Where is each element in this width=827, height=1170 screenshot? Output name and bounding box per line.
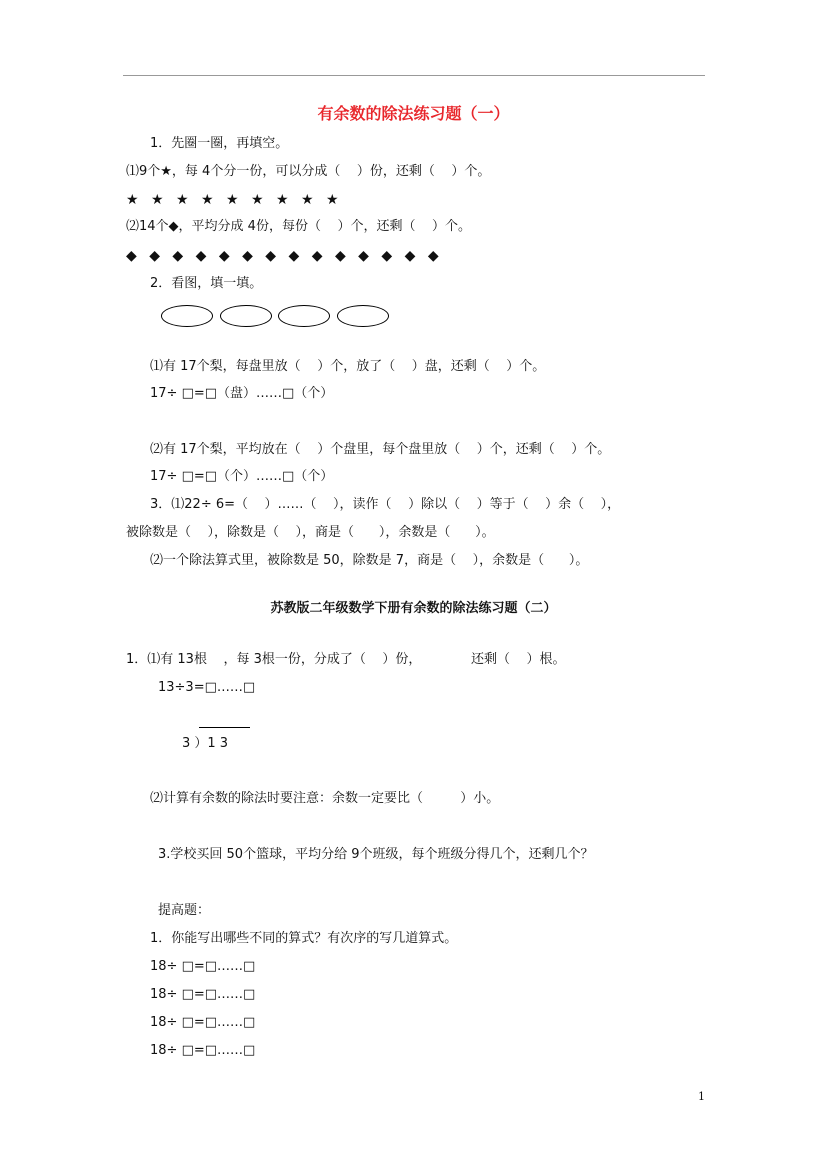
q3-part2: ⑵一个除法算式里，被除数是 50，除数是 7，商是（ ），余数是（ ）。 [150,553,589,568]
diamond-row: ◆ ◆ ◆ ◆ ◆ ◆ ◆ ◆ ◆ ◆ ◆ ◆ ◆ ◆ [126,248,443,264]
q2-heading: 2．看图，填一填。 [150,276,263,291]
s2-equation: 13÷3=□……□ [158,680,256,695]
q2-part1: ⑴有 17个梨，每盘里放（ ）个，放了（ ）盘，还剩（ ）个。 [150,359,546,374]
star-row: ★ ★ ★ ★ ★ ★ ★ ★ ★ [126,192,343,208]
page-number: 1 [698,1090,705,1103]
advanced-question: 1．你能写出哪些不同的算式？有次序的写几道算式。 [150,931,458,946]
q2-eq1: 17÷ □=□（盘）……□（个） [150,386,334,401]
long-division: 3 ）1 3 [182,736,229,751]
page-title: 有余数的除法练习题（一） [317,104,510,123]
q2-part2: ⑵有 17个梨，平均放在（ ）个盘里，每个盘里放（ ）个，还剩（ ）个。 [150,442,611,457]
plate-ellipse [278,305,330,327]
q1-part1: ⑴9个★，每 4个分一份，可以分成（ ）份，还剩（ ）个。 [126,164,491,179]
q1-part2: ⑵14个◆，平均分成 4份，每份（ ）个，还剩（ ）个。 [126,219,472,234]
plate-ellipse [161,305,213,327]
advanced-equation: 18÷ □=□……□ [150,1043,256,1058]
q3-part1b: 被除数是（ ），除数是（ ），商是（ ），余数是（ ）。 [126,525,495,540]
q3-part1a: 3．⑴22÷ 6=（ ）……（ ），读作（ ）除以（ ）等于（ ）余（ ）， [150,497,621,512]
s2-q1: 1．⑴有 13根 ，每 3根一份，分成了（ ）份， 还剩（ ）根。 [126,652,566,667]
q1-heading: 1．先圈一圈，再填空。 [150,136,289,151]
s2-q1-part2: ⑵计算有余数的除法时要注意：余数一定要比（ ）小。 [150,791,500,806]
plate-ellipse [337,305,389,327]
advanced-equation: 18÷ □=□……□ [150,1015,256,1030]
header-rule [123,75,705,76]
advanced-equation: 18÷ □=□……□ [150,987,256,1002]
advanced-equation: 18÷ □=□……□ [150,959,256,974]
long-division-bar [199,727,250,728]
plate-ellipse [220,305,272,327]
section-subtitle: 苏教版二年级数学下册有余数的除法练习题（二） [270,601,557,616]
advanced-heading: 提高题： [158,903,211,918]
s2-q3: 3.学校买回 50个篮球，平均分给 9个班级，每个班级分得几个，还剩几个？ [158,847,594,862]
q2-eq2: 17÷ □=□（个）……□（个） [150,469,334,484]
